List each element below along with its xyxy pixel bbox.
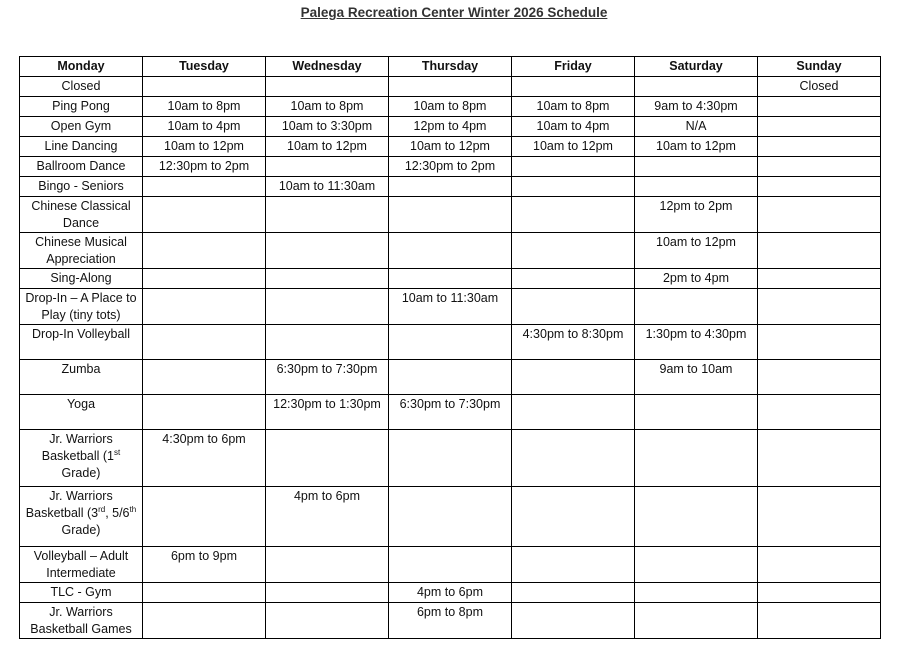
schedule-cell-friday: 10am to 8pm (512, 97, 635, 117)
column-header-sunday: Sunday (758, 57, 881, 77)
schedule-cell-friday (512, 583, 635, 603)
schedule-cell-wednesday: 10am to 12pm (266, 137, 389, 157)
schedule-cell-saturday: 9am to 4:30pm (635, 97, 758, 117)
schedule-cell-tuesday (143, 487, 266, 547)
schedule-cell-sunday (758, 157, 881, 177)
schedule-cell-sunday (758, 289, 881, 325)
activity-name-text: Chinese Musical Appreciation (35, 235, 127, 266)
activity-name (20, 137, 143, 157)
activity-name-text: Open Gym (50, 119, 112, 133)
schedule-cell-saturday (635, 603, 758, 639)
activity-name (20, 77, 143, 97)
schedule-cell-saturday (635, 77, 758, 97)
schedule-cell-tuesday: 12:30pm to 2pm (143, 157, 266, 177)
table-row (20, 157, 881, 177)
activity-name (20, 360, 143, 395)
table-row (20, 395, 881, 430)
schedule-cell-saturday: 2pm to 4pm (635, 269, 758, 289)
schedule-cell-sunday (758, 117, 881, 137)
schedule-cell-thursday: 10am to 11:30am (389, 289, 512, 325)
table-row (20, 137, 881, 157)
column-header-wednesday: Wednesday (266, 57, 389, 77)
schedule-cell-sunday (758, 197, 881, 233)
activity-name-text: Yoga (66, 397, 96, 411)
schedule-cell-thursday (389, 269, 512, 289)
activity-name-text: Bingo - Seniors (38, 179, 124, 193)
activity-name (20, 117, 143, 137)
table-row (20, 177, 881, 197)
schedule-cell-friday (512, 233, 635, 269)
schedule-cell-saturday: 10am to 12pm (635, 233, 758, 269)
schedule-cell-sunday (758, 547, 881, 583)
activity-name (20, 487, 143, 547)
activity-name-text: Ping Pong (52, 99, 110, 113)
activity-name-text: Drop-In Volleyball (32, 327, 130, 341)
table-row (20, 325, 881, 360)
schedule-cell-thursday (389, 325, 512, 360)
activity-name (20, 269, 143, 289)
table-row (20, 603, 881, 639)
table-row (20, 487, 881, 547)
schedule-cell-wednesday (266, 77, 389, 97)
schedule-cell-saturday (635, 583, 758, 603)
column-header-saturday: Saturday (635, 57, 758, 77)
schedule-cell-tuesday (143, 603, 266, 639)
schedule-cell-tuesday: 10am to 4pm (143, 117, 266, 137)
activity-name (20, 583, 143, 603)
schedule-cell-thursday (389, 430, 512, 487)
schedule-cell-wednesday (266, 289, 389, 325)
schedule-cell-saturday: 12pm to 2pm (635, 197, 758, 233)
schedule-cell-friday (512, 177, 635, 197)
schedule-cell-tuesday (143, 77, 266, 97)
superscript: st (114, 448, 121, 457)
schedule-cell-sunday (758, 395, 881, 430)
table-row (20, 269, 881, 289)
schedule-cell-sunday (758, 269, 881, 289)
schedule-cell-tuesday (143, 197, 266, 233)
schedule-cell-friday (512, 360, 635, 395)
schedule-cell-thursday (389, 77, 512, 97)
schedule-cell-sunday: Closed (758, 77, 881, 97)
schedule-cell-wednesday: 6:30pm to 7:30pm (266, 360, 389, 395)
schedule-cell-tuesday (143, 233, 266, 269)
schedule-cell-wednesday: 12:30pm to 1:30pm (266, 395, 389, 430)
schedule-cell-thursday (389, 233, 512, 269)
schedule-cell-wednesday: 10am to 11:30am (266, 177, 389, 197)
header-row (20, 57, 881, 77)
schedule-cell-thursday (389, 177, 512, 197)
schedule-cell-sunday (758, 177, 881, 197)
schedule-cell-tuesday (143, 583, 266, 603)
schedule-cell-sunday (758, 325, 881, 360)
schedule-cell-wednesday (266, 233, 389, 269)
schedule-cell-tuesday: 10am to 8pm (143, 97, 266, 117)
schedule-cell-friday: 10am to 12pm (512, 137, 635, 157)
activity-name-text: TLC - Gym (50, 585, 112, 599)
activity-name-text: Line Dancing (44, 139, 118, 153)
activity-name-text: Volleyball – Adult Intermediate (33, 549, 129, 580)
activity-name (20, 233, 143, 269)
column-header-thursday: Thursday (389, 57, 512, 77)
activity-name-text: Grade) (61, 466, 101, 480)
schedule-cell-thursday (389, 197, 512, 233)
schedule-cell-friday: 10am to 4pm (512, 117, 635, 137)
schedule-cell-thursday: 10am to 8pm (389, 97, 512, 117)
schedule-cell-wednesday (266, 325, 389, 360)
table-row (20, 97, 881, 117)
column-header-monday: Monday (20, 57, 143, 77)
schedule-cell-saturday: 1:30pm to 4:30pm (635, 325, 758, 360)
schedule-cell-thursday: 6pm to 8pm (389, 603, 512, 639)
column-header-tuesday: Tuesday (143, 57, 266, 77)
schedule-cell-tuesday (143, 269, 266, 289)
table-row (20, 77, 881, 97)
schedule-cell-saturday: 10am to 12pm (635, 137, 758, 157)
table-row (20, 430, 881, 487)
activity-name-text: Ballroom Dance (36, 159, 126, 173)
table-row (20, 233, 881, 269)
schedule-cell-friday (512, 77, 635, 97)
schedule-cell-sunday (758, 487, 881, 547)
schedule-cell-tuesday: 10am to 12pm (143, 137, 266, 157)
activity-name-text: Closed (61, 79, 101, 93)
schedule-cell-tuesday (143, 177, 266, 197)
schedule-cell-wednesday (266, 603, 389, 639)
schedule-cell-friday (512, 547, 635, 583)
schedule-cell-thursday: 12pm to 4pm (389, 117, 512, 137)
schedule-cell-thursday: 6:30pm to 7:30pm (389, 395, 512, 430)
schedule-table (19, 56, 881, 639)
column-header-friday: Friday (512, 57, 635, 77)
schedule-cell-tuesday: 4:30pm to 6pm (143, 430, 266, 487)
schedule-cell-thursday: 12:30pm to 2pm (389, 157, 512, 177)
schedule-cell-saturday (635, 177, 758, 197)
document-title: Palega Recreation Center Winter 2026 Schedule (300, 5, 608, 20)
schedule-cell-friday (512, 289, 635, 325)
schedule-cell-wednesday (266, 430, 389, 487)
schedule-cell-friday (512, 430, 635, 487)
activity-name (20, 430, 143, 487)
schedule-cell-saturday: N/A (635, 117, 758, 137)
table-row (20, 197, 881, 233)
schedule-cell-friday (512, 603, 635, 639)
schedule-cell-saturday (635, 430, 758, 487)
schedule-cell-friday: 4:30pm to 8:30pm (512, 325, 635, 360)
schedule-cell-wednesday (266, 583, 389, 603)
schedule-cell-friday (512, 487, 635, 547)
activity-name-text: Jr. Warriors Basketball (3 (25, 489, 113, 520)
schedule-cell-thursday (389, 360, 512, 395)
schedule-cell-wednesday: 4pm to 6pm (266, 487, 389, 547)
schedule-cell-tuesday (143, 325, 266, 360)
schedule-cell-sunday (758, 97, 881, 117)
schedule-cell-friday (512, 395, 635, 430)
activity-name-text: Jr. Warriors Basketball Games (30, 605, 132, 636)
schedule-cell-saturday (635, 487, 758, 547)
schedule-cell-sunday (758, 603, 881, 639)
schedule-cell-thursday: 10am to 12pm (389, 137, 512, 157)
activity-name-text: Chinese Classical Dance (31, 199, 131, 230)
schedule-cell-wednesday: 10am to 8pm (266, 97, 389, 117)
activity-name (20, 97, 143, 117)
activity-name (20, 157, 143, 177)
activity-name-text: Drop-In – A Place to Play (tiny tots) (25, 291, 137, 322)
schedule-cell-tuesday (143, 395, 266, 430)
schedule-cell-sunday (758, 583, 881, 603)
schedule-cell-thursday: 4pm to 6pm (389, 583, 512, 603)
schedule-cell-saturday (635, 395, 758, 430)
schedule-cell-thursday (389, 487, 512, 547)
schedule-cell-wednesday (266, 547, 389, 583)
activity-name (20, 547, 143, 583)
table-row (20, 117, 881, 137)
schedule-cell-sunday (758, 360, 881, 395)
activity-name (20, 289, 143, 325)
schedule-cell-thursday (389, 547, 512, 583)
superscript: th (129, 505, 137, 514)
schedule-cell-wednesday: 10am to 3:30pm (266, 117, 389, 137)
schedule-cell-tuesday (143, 289, 266, 325)
table-row (20, 583, 881, 603)
schedule-cell-friday (512, 269, 635, 289)
activity-name-text: , 5/6 (105, 506, 130, 520)
schedule-cell-friday (512, 157, 635, 177)
schedule-cell-sunday (758, 233, 881, 269)
activity-name-text: Grade) (61, 523, 101, 537)
superscript: rd (98, 505, 106, 514)
activity-name (20, 197, 143, 233)
schedule-cell-tuesday (143, 360, 266, 395)
schedule-cell-friday (512, 197, 635, 233)
schedule-cell-sunday (758, 430, 881, 487)
schedule-cell-wednesday (266, 197, 389, 233)
activity-name (20, 325, 143, 360)
schedule-cell-tuesday: 6pm to 9pm (143, 547, 266, 583)
activity-name-text: Jr. Warriors Basketball (1 (41, 432, 115, 463)
schedule-cell-wednesday (266, 157, 389, 177)
activity-name (20, 603, 143, 639)
table-row (20, 360, 881, 395)
schedule-cell-saturday (635, 289, 758, 325)
table-row (20, 289, 881, 325)
activity-name (20, 395, 143, 430)
schedule-cell-saturday (635, 547, 758, 583)
activity-name (20, 177, 143, 197)
schedule-cell-saturday: 9am to 10am (635, 360, 758, 395)
schedule-cell-sunday (758, 137, 881, 157)
table-row (20, 547, 881, 583)
activity-name-text: Sing-Along (50, 271, 112, 285)
schedule-cell-wednesday (266, 269, 389, 289)
activity-name-text: Zumba (61, 362, 101, 376)
schedule-cell-saturday (635, 157, 758, 177)
